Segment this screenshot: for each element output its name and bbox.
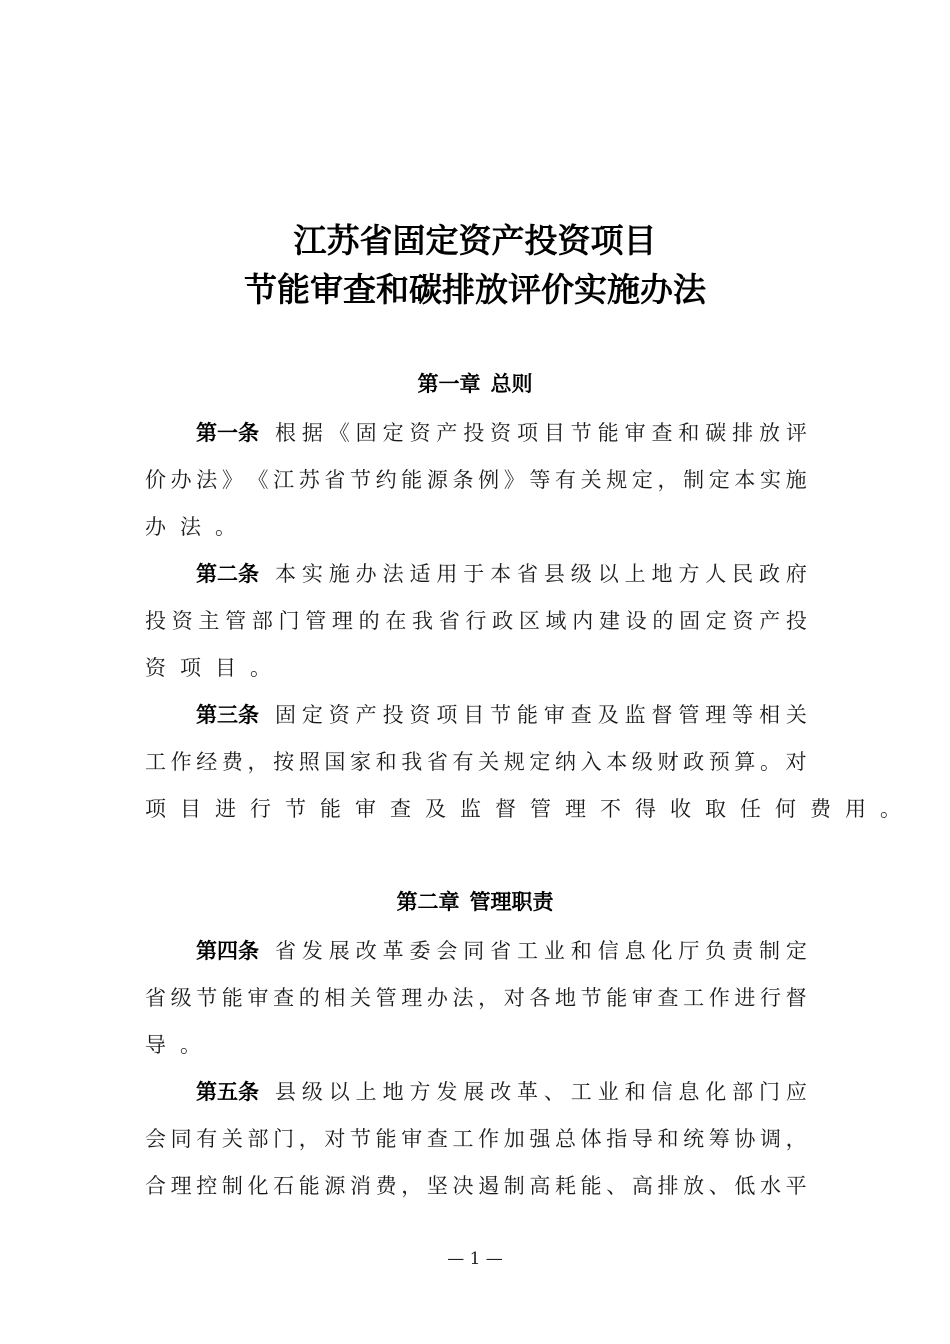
article-4-line-1 — [196, 936, 807, 966]
article-number: 第三条 — [196, 703, 259, 727]
article-text: 固 定 资 产 投 资 项 目 节 能 审 查 及 监 督 管 理 等 相 关 — [275, 703, 807, 727]
chapter-heading-1 — [0, 374, 950, 395]
article-number: 第五条 — [196, 1080, 259, 1104]
chapter-heading-2 — [0, 892, 950, 913]
article-2-line-2: 投 资 主 管 部 门 管 理 的 在 我 省 行 政 区 域 内 建 设 的 固 定 资 产 投 — [145, 609, 807, 633]
article-4-line-3: 导 。 — [145, 1033, 201, 1057]
article-3-line-1 — [196, 700, 807, 730]
document-title-line-2: 节能审查和碳排放评价实施办法 — [244, 270, 706, 309]
article-text: 省 发 展 改 革 委 会 同 省 工 业 和 信 息 化 厅 负 责 制 定 — [275, 939, 807, 963]
article-1-line-3: 办 法 。 — [145, 515, 236, 539]
article-2-line-3: 资 项 目 。 — [145, 656, 271, 680]
article-5-line-2: 会 同 有 关 部 门 ， 对 节 能 审 查 工 作 加 强 总 体 指 导 和 统 筹 协 调 ， — [145, 1127, 807, 1151]
article-2-line-1 — [196, 559, 807, 589]
chapter-name: 总则 — [490, 372, 533, 396]
page-number: — 1 — — [447, 1249, 503, 1269]
article-text: 县 级 以 上 地 方 发 展 改 革 、 工 业 和 信 息 化 部 门 应 — [275, 1080, 807, 1104]
document-title-line-1: 江苏省固定资产投资项目 — [293, 221, 657, 260]
article-3-line-3: 项 目 进 行 节 能 审 查 及 监 督 管 理 不 得 收 取 任 何 费 用 。 — [145, 797, 901, 821]
article-number: 第四条 — [196, 939, 259, 963]
article-1-line-1 — [196, 418, 807, 448]
article-4-line-2: 省 级 节 能 审 查 的 相 关 管 理 办 法 ， 对 各 地 节 能 审 查 工 作 进 行 督 — [145, 986, 807, 1010]
article-5-line-3: 合 理 控 制 化 石 能 源 消 费 ， 坚 决 遏 制 高 耗 能 、 高 排 放 、 低 水 平 — [145, 1174, 807, 1198]
article-1-line-2: 价 办 法 》 《 江 苏 省 节 约 能 源 条 例 》 等 有 关 规 定 ， 制 定 本 实 施 — [145, 468, 807, 492]
article-5-line-1 — [196, 1077, 807, 1107]
chapter-name: 管理职责 — [469, 890, 554, 914]
article-3-line-2: 工 作 经 费 ， 按 照 国 家 和 我 省 有 关 规 定 纳 入 本 级 财 政 预 算 。 对 — [145, 750, 807, 774]
article-text: 本 实 施 办 法 适 用 于 本 省 县 级 以 上 地 方 人 民 政 府 — [275, 562, 807, 586]
article-number: 第二条 — [196, 562, 259, 586]
article-text: 根 据 《 固 定 资 产 投 资 项 目 节 能 审 查 和 碳 排 放 评 — [275, 421, 807, 445]
article-number: 第一条 — [196, 421, 259, 445]
chapter-label: 第二章 — [396, 890, 460, 914]
chapter-label: 第一章 — [417, 372, 481, 396]
